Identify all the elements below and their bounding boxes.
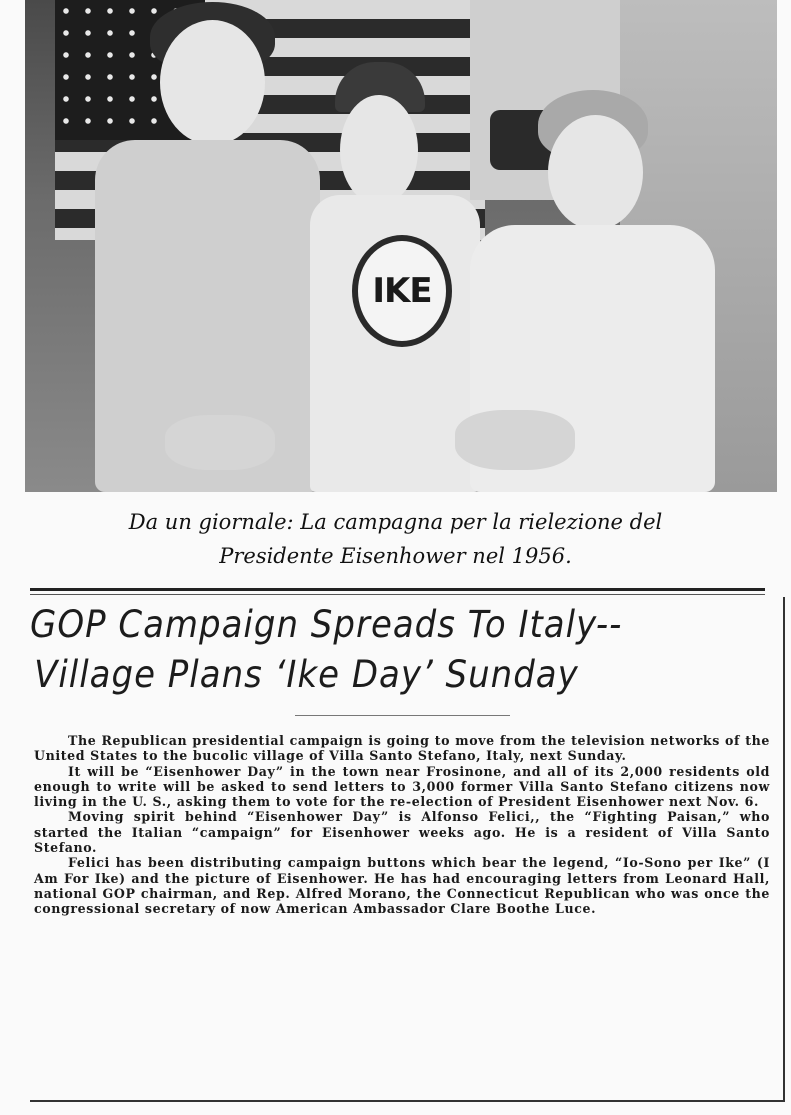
caption-line-2: Presidente Eisenhower nel 1956.: [219, 544, 572, 568]
man-face: [340, 95, 418, 205]
article-paragraph: It will be “Eisenhower Day” in the town near Frosinone, and all of its 2,000 residents old enough to write will be asked to send letters to 3,000 former Villa Santo Stefano citizens now living in the U. S., asking them to vote for the re-election of President Eisenhower next Nov. 6.: [34, 763, 770, 810]
article-paragraph: The Republican presidential campaign is going to move from the television networks of the United States to the bucolic village of Villa Santo Stefano, Italy, next Sunday.: [34, 733, 770, 764]
left-woman-face: [160, 20, 265, 145]
headline-line-2: Village Plans ‘Ike Day’ Sunday: [34, 653, 579, 696]
article-headline: [30, 600, 790, 700]
right-woman-hands: [455, 410, 575, 470]
article-paragraph: Felici has been distributing campaign buttons which bear the legend, “Io-Sono per Ike” (I Am For Ike) and the picture of Eisenhower. He has had encouraging letters from Leonard Hall, national GOP chairman, and Rep. Alfred Morano, the Connecticut Republican who was once the congressional secretary of now American Ambassador Clare Boothe Luce.: [34, 855, 770, 917]
right-woman-face: [548, 115, 643, 230]
clipping-top-rule: [30, 588, 765, 591]
headline-line-1: GOP Campaign Spreads To Italy--: [30, 603, 623, 646]
article-body: [34, 733, 770, 917]
article-paragraph: Moving spirit behind “Eisenhower Day” is Alfonso Felici,, the “Fighting Paisan,” who started the Italian “campaign” for Eisenhower weeks ago. He is a resident of Villa Santo Stefano.: [34, 809, 770, 856]
left-woman-hands: [165, 415, 275, 470]
clipping-top-rule-thin: [30, 594, 765, 595]
headline-divider: [295, 715, 510, 716]
ike-campaign-button: IKE: [352, 235, 452, 347]
photo-caption: [40, 505, 751, 573]
caption-line-1: Da un giornale: La campagna per la rielezione del: [128, 510, 663, 534]
